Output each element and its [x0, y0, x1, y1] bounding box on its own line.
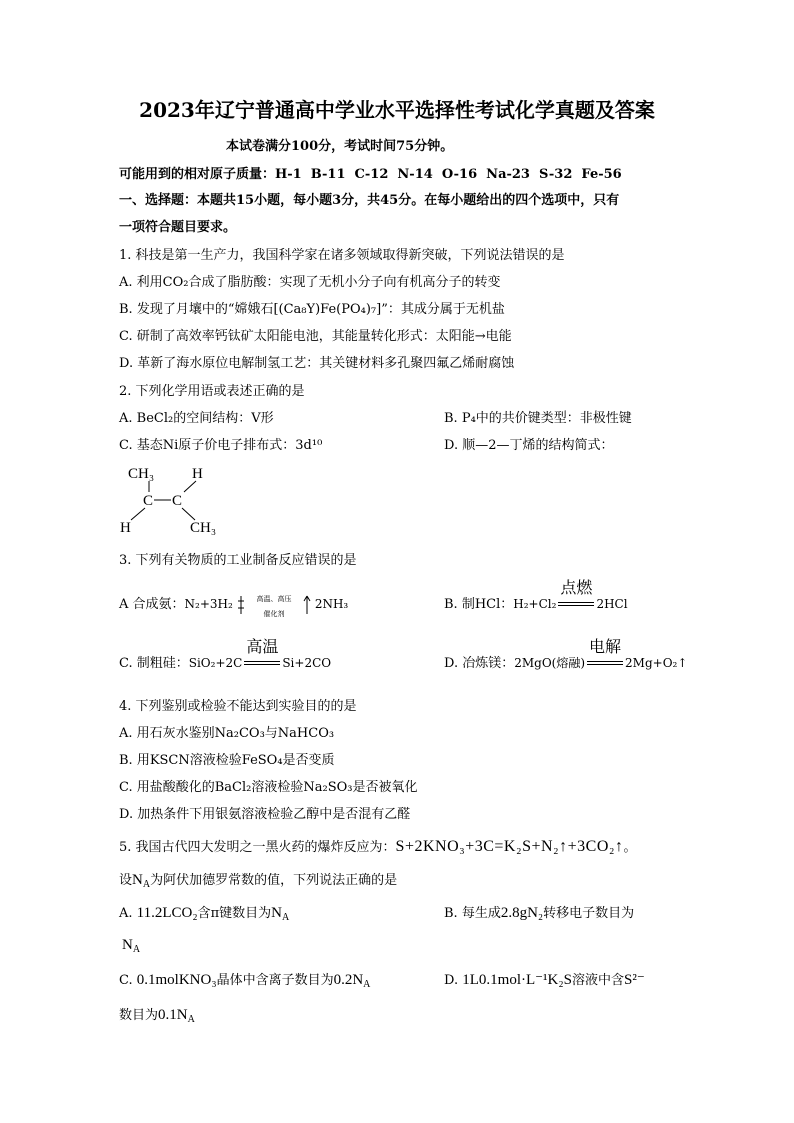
double-line-equals	[587, 661, 623, 665]
option-label: B. 制HCl：	[444, 597, 514, 612]
products: 2Mg+O₂↑	[625, 656, 688, 670]
option-label: C.	[119, 973, 137, 988]
butene-structure-diagram	[112, 459, 224, 539]
q2-option-d: D. 顺—2—丁烯的结构简式：	[444, 438, 614, 453]
option-text: 含π键数目为	[197, 906, 272, 921]
bond-bottom-left	[131, 508, 145, 520]
exam-info: 本试卷满分100分，考试时间75分钟。	[226, 139, 454, 154]
q5-option-a	[119, 904, 289, 923]
avogadro-symbol	[271, 905, 289, 921]
option-label: A 合成氨：	[119, 597, 185, 612]
reaction-condition	[586, 637, 624, 672]
avogadro-sub: A	[187, 1014, 195, 1025]
q4-stem: 4. 下列鉴别或检验不能达到实验目的的是	[119, 699, 357, 714]
products: 2HCl	[596, 597, 628, 611]
avogadro-n: N	[271, 905, 282, 921]
formula: 0.1molKNO₃	[136, 972, 217, 988]
avogadro-n: 0.2N	[333, 972, 364, 988]
reactants: SiO₂+2C	[188, 656, 243, 670]
products: Si+2CO	[282, 656, 332, 670]
q5-option-d	[444, 971, 645, 990]
q3-option-a	[119, 594, 349, 618]
option-text: 溶液中含	[571, 973, 624, 988]
formula: 11.2LCO₂	[136, 905, 198, 921]
q3-option-b	[444, 578, 628, 614]
option-label: A.	[119, 906, 137, 921]
option-label: D.	[444, 973, 463, 988]
q5-stem-continued	[119, 871, 397, 890]
option-text: 数目为	[119, 1008, 159, 1023]
ion-formula: S²⁻	[623, 972, 645, 988]
reaction-condition	[243, 637, 281, 672]
bond-top-right	[184, 481, 196, 492]
condition-label: 电解	[589, 637, 622, 656]
q2-option-a: A. BeCl₂的空间结构：V形	[119, 411, 274, 426]
q5-stem-end: 。	[623, 840, 637, 855]
avogadro-symbol	[334, 972, 371, 988]
q1-option-d: D. 革新了海水原位电解制氢工艺：其关键材料多孔聚四氟乙烯耐腐蚀	[119, 356, 515, 371]
q3-stem: 3. 下列有关物质的工业制备反应错误的是	[119, 553, 357, 568]
q5-option-b-continued	[122, 936, 140, 955]
reactants: 2MgO(熔融)	[514, 656, 586, 670]
option-label: B.	[444, 906, 462, 921]
q5-stem	[119, 838, 636, 857]
avogadro-symbol	[122, 937, 140, 953]
products: 2NH₃	[314, 597, 349, 611]
q4-option-c: C. 用盐酸酸化的BaCl₂溶液检验Na₂SO₃是否被氧化	[119, 780, 418, 795]
avogadro-symbol	[132, 872, 150, 888]
q5-option-c	[119, 971, 370, 990]
avogadro-sub: A	[142, 879, 151, 890]
atomic-masses: 可能用到的相对原子质量：H-1 B-11 C-12 N-14 O-16 Na-23 S-32 Fe-56	[119, 167, 622, 182]
q2-option-b: B. P₄中的共价键类型：非极性键	[444, 411, 632, 426]
atom-bottom-left: H	[120, 520, 131, 536]
avogadro-sub: A	[281, 912, 290, 923]
option-label: D. 冶炼镁：	[444, 656, 515, 671]
avogadro-sub: A	[132, 944, 141, 955]
condition-label: 点燃	[560, 578, 593, 597]
avogadro-n: N	[132, 872, 143, 888]
avogadro-n: N	[122, 937, 133, 953]
q5-stem2-post: 为阿伏加德罗常数的值，下列说法正确的是	[150, 873, 398, 888]
q2-option-c: C. 基态Ni原子价电子排布式：3d¹⁰	[119, 438, 323, 453]
q2-stem: 2. 下列化学用语或表述正确的是	[119, 384, 305, 399]
q1-stem: 1. 科技是第一生产力，我国科学家在诸多领域取得新突破，下列说法错误的是	[119, 248, 565, 263]
condition-top: 高温、高压	[256, 594, 292, 603]
q5-option-d-continued	[119, 1006, 195, 1025]
group-top-left: CH₃	[128, 466, 155, 482]
condition-label: 高温	[246, 637, 279, 656]
q4-option-b: B. 用KSCN溶液检验FeSO₄是否变质	[119, 753, 335, 768]
q1-option-b: B. 发现了月壤中的“嫦娥石[(Ca₈Y)Fe(PO₄)₇]”：其成分属于无机盐	[119, 302, 505, 317]
reversible-arrow	[236, 591, 312, 619]
reaction-equation: S+2KNO₃+3C=K₂S+N₂↑+3CO₂↑	[395, 838, 624, 855]
formula: 2.8gN₂	[500, 905, 544, 921]
q5-option-b	[444, 904, 634, 923]
avogadro-sub: A	[363, 979, 371, 990]
double-line-equals	[558, 602, 594, 606]
carbon-right: C	[172, 493, 183, 509]
q3-option-d	[444, 637, 688, 673]
avogadro-n: 0.1N	[158, 1007, 188, 1023]
q1-option-c: C. 研制了高效率钙钛矿太阳能电池，其能量转化形式：太阳能→电能	[119, 329, 512, 344]
option-text: 每生成	[461, 906, 501, 921]
section-heading-continued: 一项符合题目要求。	[119, 220, 237, 235]
option-text: 晶体中含离子数目为	[216, 973, 334, 988]
option-label: C. 制粗硅：	[119, 656, 189, 671]
q1-option-a: A. 利用CO₂合成了脂肪酸：实现了无机小分子向有机高分子的转变	[119, 275, 501, 290]
q5-stem2-pre: 设	[119, 873, 133, 888]
q4-option-d: D. 加热条件下用银氨溶液检验乙醇中是否混有乙醛	[119, 807, 411, 822]
section-heading: 一、选择题：本题共15小题，每小题3分，共45分。在每小题给出的四个选项中，只有	[119, 193, 620, 208]
reactants: N₂+3H₂	[184, 597, 233, 611]
option-text-2: 转移电子数目为	[543, 906, 635, 921]
q4-option-a: A. 用石灰水鉴别Na₂CO₃与NaHCO₃	[119, 726, 335, 741]
q3-option-c	[119, 637, 332, 673]
reaction-condition	[557, 578, 595, 613]
reactants: H₂+Cl₂	[513, 597, 557, 611]
page-title: 2023年辽宁普通高中学业水平选择性考试化学真题及答案	[139, 98, 655, 122]
group-bottom-right: CH₃	[190, 520, 217, 536]
avogadro-symbol	[158, 1007, 195, 1023]
atom-top-right: H	[192, 466, 203, 482]
double-line-equals	[244, 661, 280, 665]
q5-stem-text: 5. 我国古代四大发明之一黑火药的爆炸反应为：	[119, 840, 396, 855]
formula: 1L0.1mol·L⁻¹K₂S	[462, 972, 572, 988]
bond-bottom-right	[182, 508, 195, 520]
carbon-left: C	[143, 493, 154, 509]
condition-bottom: 催化剂	[263, 609, 285, 618]
